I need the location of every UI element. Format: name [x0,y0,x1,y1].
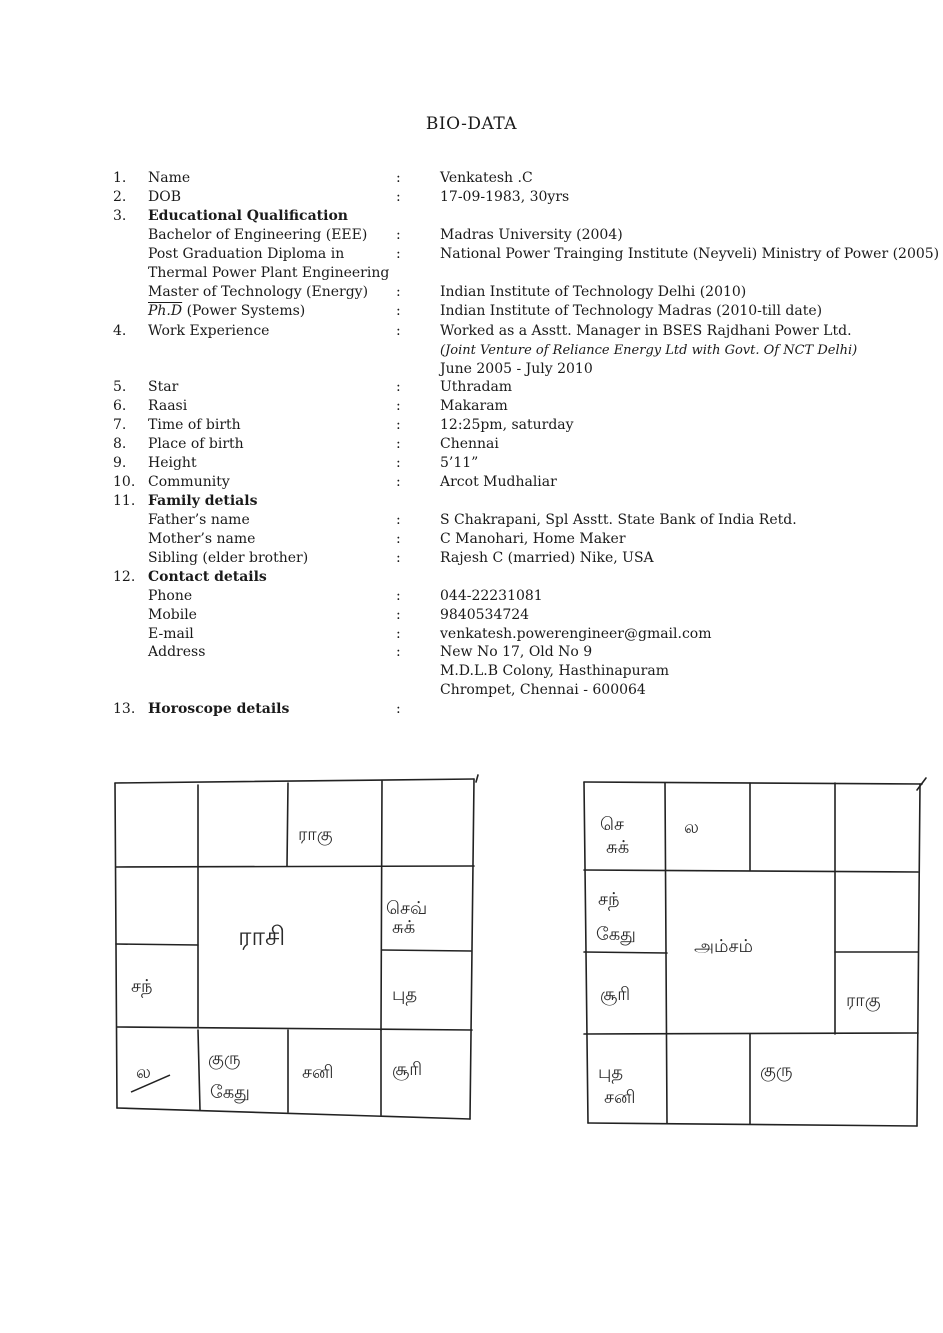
field-label: Work Experience [148,323,270,339]
field-value: New No 17, Old No 9 [440,644,593,660]
raasi-cell-guru: குரு [208,1048,241,1069]
field-label: Sibling (elder brother) [148,550,309,566]
field-label: Mother’s name [148,531,256,547]
item-number: 1. [113,170,127,186]
colon: : [396,701,401,717]
field-label: Time of birth [148,417,241,433]
colon: : [396,398,401,414]
navamsa-chart-grid [584,778,926,1126]
page-title: BIO-DATA [425,114,518,134]
field-label: E-mail [148,626,194,642]
field-label: Mobile [148,607,197,623]
navamsa-cell-sukkiran: சுக் [606,837,630,858]
colon: : [396,323,401,339]
field-value: Chennai [440,436,499,452]
navamsa-cell-sevvai: செ [600,814,624,835]
field-value: June 2005 - July 2010 [440,361,593,377]
phd-spec: (Power Systems) [182,303,306,319]
raasi-center-label: ராசி [238,922,286,952]
raasi-cell-sukkiran: சுக் [392,917,416,938]
field-value: Makaram [440,398,508,414]
field-value: Uthradam [440,379,513,395]
raasi-cell-lagnam: ல [136,1062,151,1083]
navamsa-cell-sani: சனி [604,1087,636,1108]
field-value: 9840534724 [440,607,530,623]
field-label: Father’s name [148,512,250,528]
navamsa-cell-chandran: சந் [598,889,620,910]
field-label: Height [148,455,197,471]
colon: : [396,607,401,623]
field-label: Phone [148,588,193,604]
field-label: Master of Technology (Energy) [148,284,369,300]
colon: : [396,550,401,566]
field-value: Indian Institute of Technology Delhi (2010) [440,284,747,300]
colon: : [396,246,401,262]
item-number: 4. [113,323,127,339]
item-number: 5. [113,379,127,395]
field-value: National Power Trainging Institute (Neyveli) Ministry of Power (2005) [440,246,940,262]
colon: : [396,379,401,395]
colon: : [396,417,401,433]
field-label: Place of birth [148,436,244,452]
field-value: Rajesh C (married) Nike, USA [440,550,654,566]
field-value: Venkatesh .C [440,170,533,186]
colon: : [396,227,401,243]
field-value: C Manohari, Home Maker [440,531,626,547]
navamsa-cell-lagnam: ல [684,817,699,838]
colon: : [396,474,401,490]
colon: : [396,436,401,452]
raasi-cell-sani: சனி [302,1062,334,1083]
field-value: S Chakrapani, Spl Asstt. State Bank of India Retd. [440,512,797,528]
navamsa-cell-rahu: ராகு [846,990,881,1011]
field-value: venkatesh.powerengineer@gmail.com [440,626,712,642]
section-heading: Contact details [148,569,267,585]
section-heading: Family detials [148,493,258,509]
phd-abbrev: Ph.D [148,303,183,319]
field-value: Worked as a Asstt. Manager in BSES Rajdhani Power Ltd. [440,323,852,339]
colon: : [396,512,401,528]
item-number: 2. [113,189,127,205]
raasi-cell-suriyan: சூரி [392,1059,423,1080]
item-number: 13. [113,701,136,717]
navamsa-cell-suriyan: சூரி [600,984,631,1005]
raasi-cell-chandran: சந் [131,976,153,997]
field-value: Arcot Mudhaliar [440,474,557,490]
field-label: Address [148,644,206,660]
colon: : [396,189,401,205]
colon: : [396,303,401,319]
field-label: Post Graduation Diploma in [148,246,345,262]
field-label: Raasi [148,398,188,414]
field-value: 5’11” [440,455,479,471]
item-number: 3. [113,208,127,224]
navamsa-cell-budhan: புத [598,1062,624,1083]
field-value: Madras University (2004) [440,227,623,243]
raasi-cell-ketu: கேது [210,1082,250,1103]
colon: : [396,284,401,300]
colon: : [396,170,401,186]
item-number: 7. [113,417,127,433]
field-value: 12:25pm, saturday [440,417,574,433]
raasi-chart-grid [115,775,478,1119]
field-label: DOB [148,189,181,205]
field-value: Indian Institute of Technology Madras (2010-till date) [440,303,823,319]
colon: : [396,626,401,642]
navamsa-cell-ketu: கேது [596,924,636,945]
raasi-cell-budhan: புத [392,984,418,1005]
field-value: M.D.L.B Colony, Hasthinapuram [440,663,669,679]
navamsa-cell-guru: குரு [760,1060,793,1081]
item-number: 10. [113,474,136,490]
field-label: Thermal Power Plant Engineering [148,265,390,281]
item-number: 8. [113,436,127,452]
colon: : [396,644,401,660]
field-label: Star [148,379,179,395]
item-number: 11. [113,493,136,509]
colon: : [396,455,401,471]
raasi-cell-rahu: ராகு [298,824,333,845]
item-number: 12. [113,569,136,585]
field-label: Community [148,474,230,490]
section-heading: Horoscope details [148,701,290,717]
field-label: Name [148,170,191,186]
navamsa-center-label: அம்சம் [694,936,753,957]
item-number: 9. [113,455,127,471]
colon: : [396,531,401,547]
field-value: (Joint Venture of Reliance Energy Ltd with Govt. Of NCT Delhi) [440,343,858,358]
section-heading: Educational Qualification [148,208,348,224]
raasi-cell-sevvai: செவ் [386,898,428,919]
field-value: 17-09-1983, 30yrs [440,189,570,205]
item-number: 6. [113,398,127,414]
colon: : [396,588,401,604]
field-value: Chrompet, Chennai - 600064 [440,682,646,698]
field-value: 044-22231081 [440,588,543,604]
field-label: Bachelor of Engineering (EEE) [148,227,368,243]
